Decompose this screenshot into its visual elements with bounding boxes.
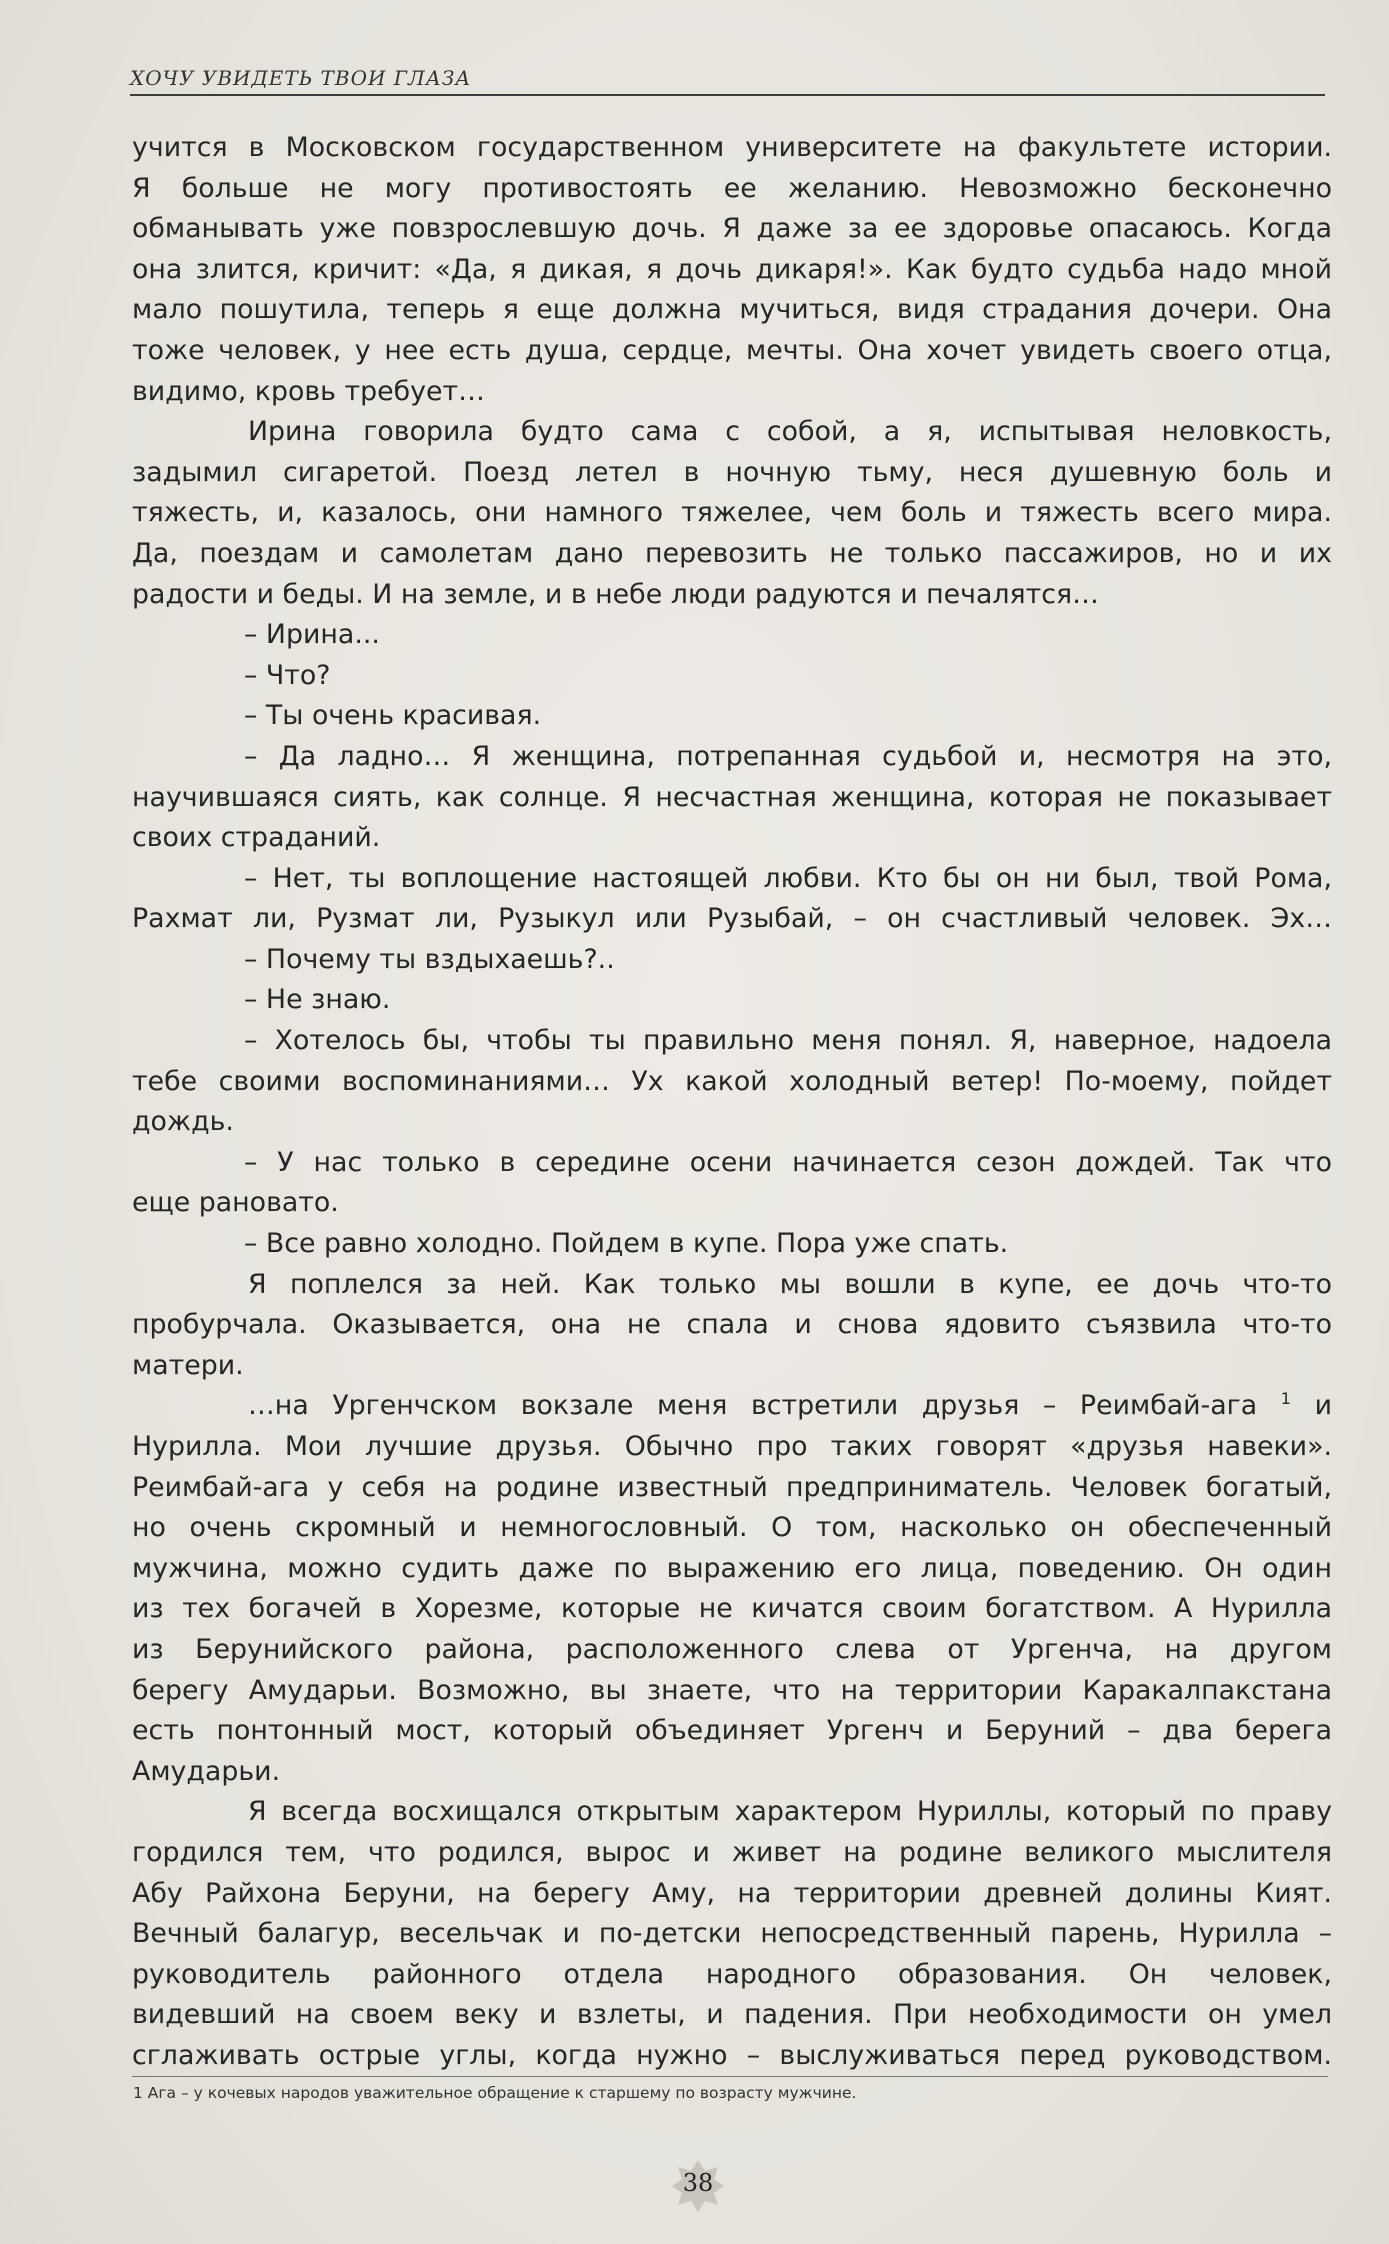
text-line: Я поплелся за ней. Как только мы вошли в купе, ее дочь что-то xyxy=(248,1268,1332,1300)
text-line: радости и беды. И на земле, и в небе люди радуются и печалятся… xyxy=(132,578,1099,610)
dialogue-line: – Ты очень красивая. xyxy=(244,700,542,732)
text-line: Я всегда восхищался открытым характером Нуриллы, который по праву xyxy=(248,1796,1332,1828)
dialogue-line: – Нет, ты воплощение настоящей любви. Кто бы он ни был, твой Рома, xyxy=(244,862,1332,894)
text-line: тяжесть, и, казалось, они намного тяжелее, чем боль и тяжесть всего мира. xyxy=(132,497,1332,529)
text-line: руководитель районного отдела народного образования. Он человек, xyxy=(132,1958,1332,1990)
text-line: пробурчала. Оказывается, она не спала и снова ядовито съязвила что-то xyxy=(132,1309,1332,1341)
text-line: Рахмат ли, Рузмат ли, Рузыкул или Рузыбай, – он счастливый человек. Эх… xyxy=(132,903,1332,935)
footnote-divider xyxy=(132,2076,1328,2077)
text-line: учится в Московском государственном университете на факультете истории. xyxy=(132,132,1332,163)
text-line: матери. xyxy=(132,1349,244,1381)
dialogue-line: – Что? xyxy=(244,659,331,691)
text-line: Я больше не могу противостоять ее желанию. Невозможно бесконечно xyxy=(132,172,1332,204)
running-head-title: ХОЧУ УВИДЕТЬ ТВОИ ГЛАЗА xyxy=(130,66,472,90)
text-line: тебе своими воспоминаниями… Ух какой холодный ветер! По-моему, пойдет xyxy=(132,1065,1332,1097)
dialogue-line: – Почему ты вздыхаешь?.. xyxy=(244,943,615,975)
text-line: есть понтонный мост, который объединяет Ургенч и Беруний – два берега xyxy=(132,1715,1332,1747)
dialogue-line: – Ирина... xyxy=(244,619,380,651)
text-line: еще рановато. xyxy=(132,1187,339,1219)
text-line: Вечный балагур, весельчак и по-детски непосредственный парень, Нурилла – xyxy=(132,1918,1332,1950)
text-line: она злится, кричит: «Да, я дикая, я дочь дикаря!». Как будто судьба надо мной xyxy=(132,253,1332,285)
text-line-with-footnote xyxy=(132,1386,1332,1427)
text-line: гордился тем, что родился, вырос и живет на родине великого мыслителя xyxy=(132,1836,1332,1868)
text-line: Нурилла. Мои лучшие друзья. Обычно про таких говорят «друзья навеки». xyxy=(132,1431,1332,1462)
text-line: видевший на своем веку и взлеты, и падения. При необходимости он умел xyxy=(132,1999,1332,2031)
body-text xyxy=(132,128,1332,2077)
dialogue-line: – Да ладно… Я женщина, потрепанная судьбой и, несмотря на это, xyxy=(244,740,1332,772)
footnote: 1 Ага – у кочевых народов уважительное обращение к старшему по возрасту мужчине. xyxy=(133,2084,857,2102)
text-line: тоже человек, у нее есть душа, сердце, мечты. Она хочет увидеть своего отца, xyxy=(132,334,1332,366)
text-line: обманывать уже повзрослевшую дочь. Я даже за ее здоровье опасаюсь. Когда xyxy=(132,213,1332,245)
text-line: видимо, кровь требует… xyxy=(132,375,485,407)
running-head xyxy=(130,62,1325,96)
text-line: научившаяся сиять, как солнце. Я несчастная женщина, которая не показывает xyxy=(132,781,1332,813)
dialogue-line: – Не знаю. xyxy=(244,984,391,1016)
text-line: дождь. xyxy=(132,1106,234,1138)
page-number: 38 xyxy=(682,2169,714,2197)
text-line: задымил сигаретой. Поезд летел в ночную тьму, неся душевную боль и xyxy=(132,456,1332,488)
dialogue-line: – Хотелось бы, чтобы ты правильно меня понял. Я, наверное, надоела xyxy=(244,1025,1332,1057)
dialogue-line: – У нас только в середине осени начинается сезон дождей. Так что xyxy=(244,1146,1332,1178)
text-line: мужчина, можно судить даже по выражению его лица, поведению. Он один xyxy=(132,1552,1332,1584)
text-line: из тех богачей в Хорезме, которые не кичатся своим богатством. А Нурилла xyxy=(132,1593,1332,1625)
text-line: берегу Амударьи. Возможно, вы знаете, что на территории Каракалпакстана xyxy=(132,1674,1332,1706)
text-line: сглаживать острые углы, когда нужно – выслуживаться перед руководством. xyxy=(132,2039,1332,2071)
text-line: Реимбай-ага у себя на родине известный предприниматель. Человек богатый, xyxy=(132,1471,1332,1503)
text-line: мало пошутила, теперь я еще должна мучиться, видя страдания дочери. Она xyxy=(132,294,1332,326)
text-line: из Берунийского района, расположенного слева от Ургенча, на другом xyxy=(132,1633,1332,1665)
text-line: Абу Райхона Беруни, на берегу Аму, на территории древней долины Кият. xyxy=(132,1877,1332,1909)
text-fragment: и xyxy=(1314,1390,1332,1422)
text-fragment: …на Ургенчском вокзале меня встретили друзья – Реимбай-ага xyxy=(248,1390,1258,1422)
text-line: но очень скромный и немногословный. О том, насколько он обеспеченный xyxy=(132,1512,1332,1544)
dialogue-line: – Все равно холодно. Пойдем в купе. Пора уже спать. xyxy=(244,1228,1009,1260)
text-line: Да, поездам и самолетам дано перевозить не только пассажиров, но и их xyxy=(132,537,1332,569)
footnote-marker: 1 xyxy=(1280,1389,1291,1409)
text-line: Ирина говорила будто сама с собой, а я, испытывая неловкость, xyxy=(248,416,1332,448)
text-line: Амударьи. xyxy=(132,1755,281,1787)
text-line: своих страданий. xyxy=(132,822,381,854)
